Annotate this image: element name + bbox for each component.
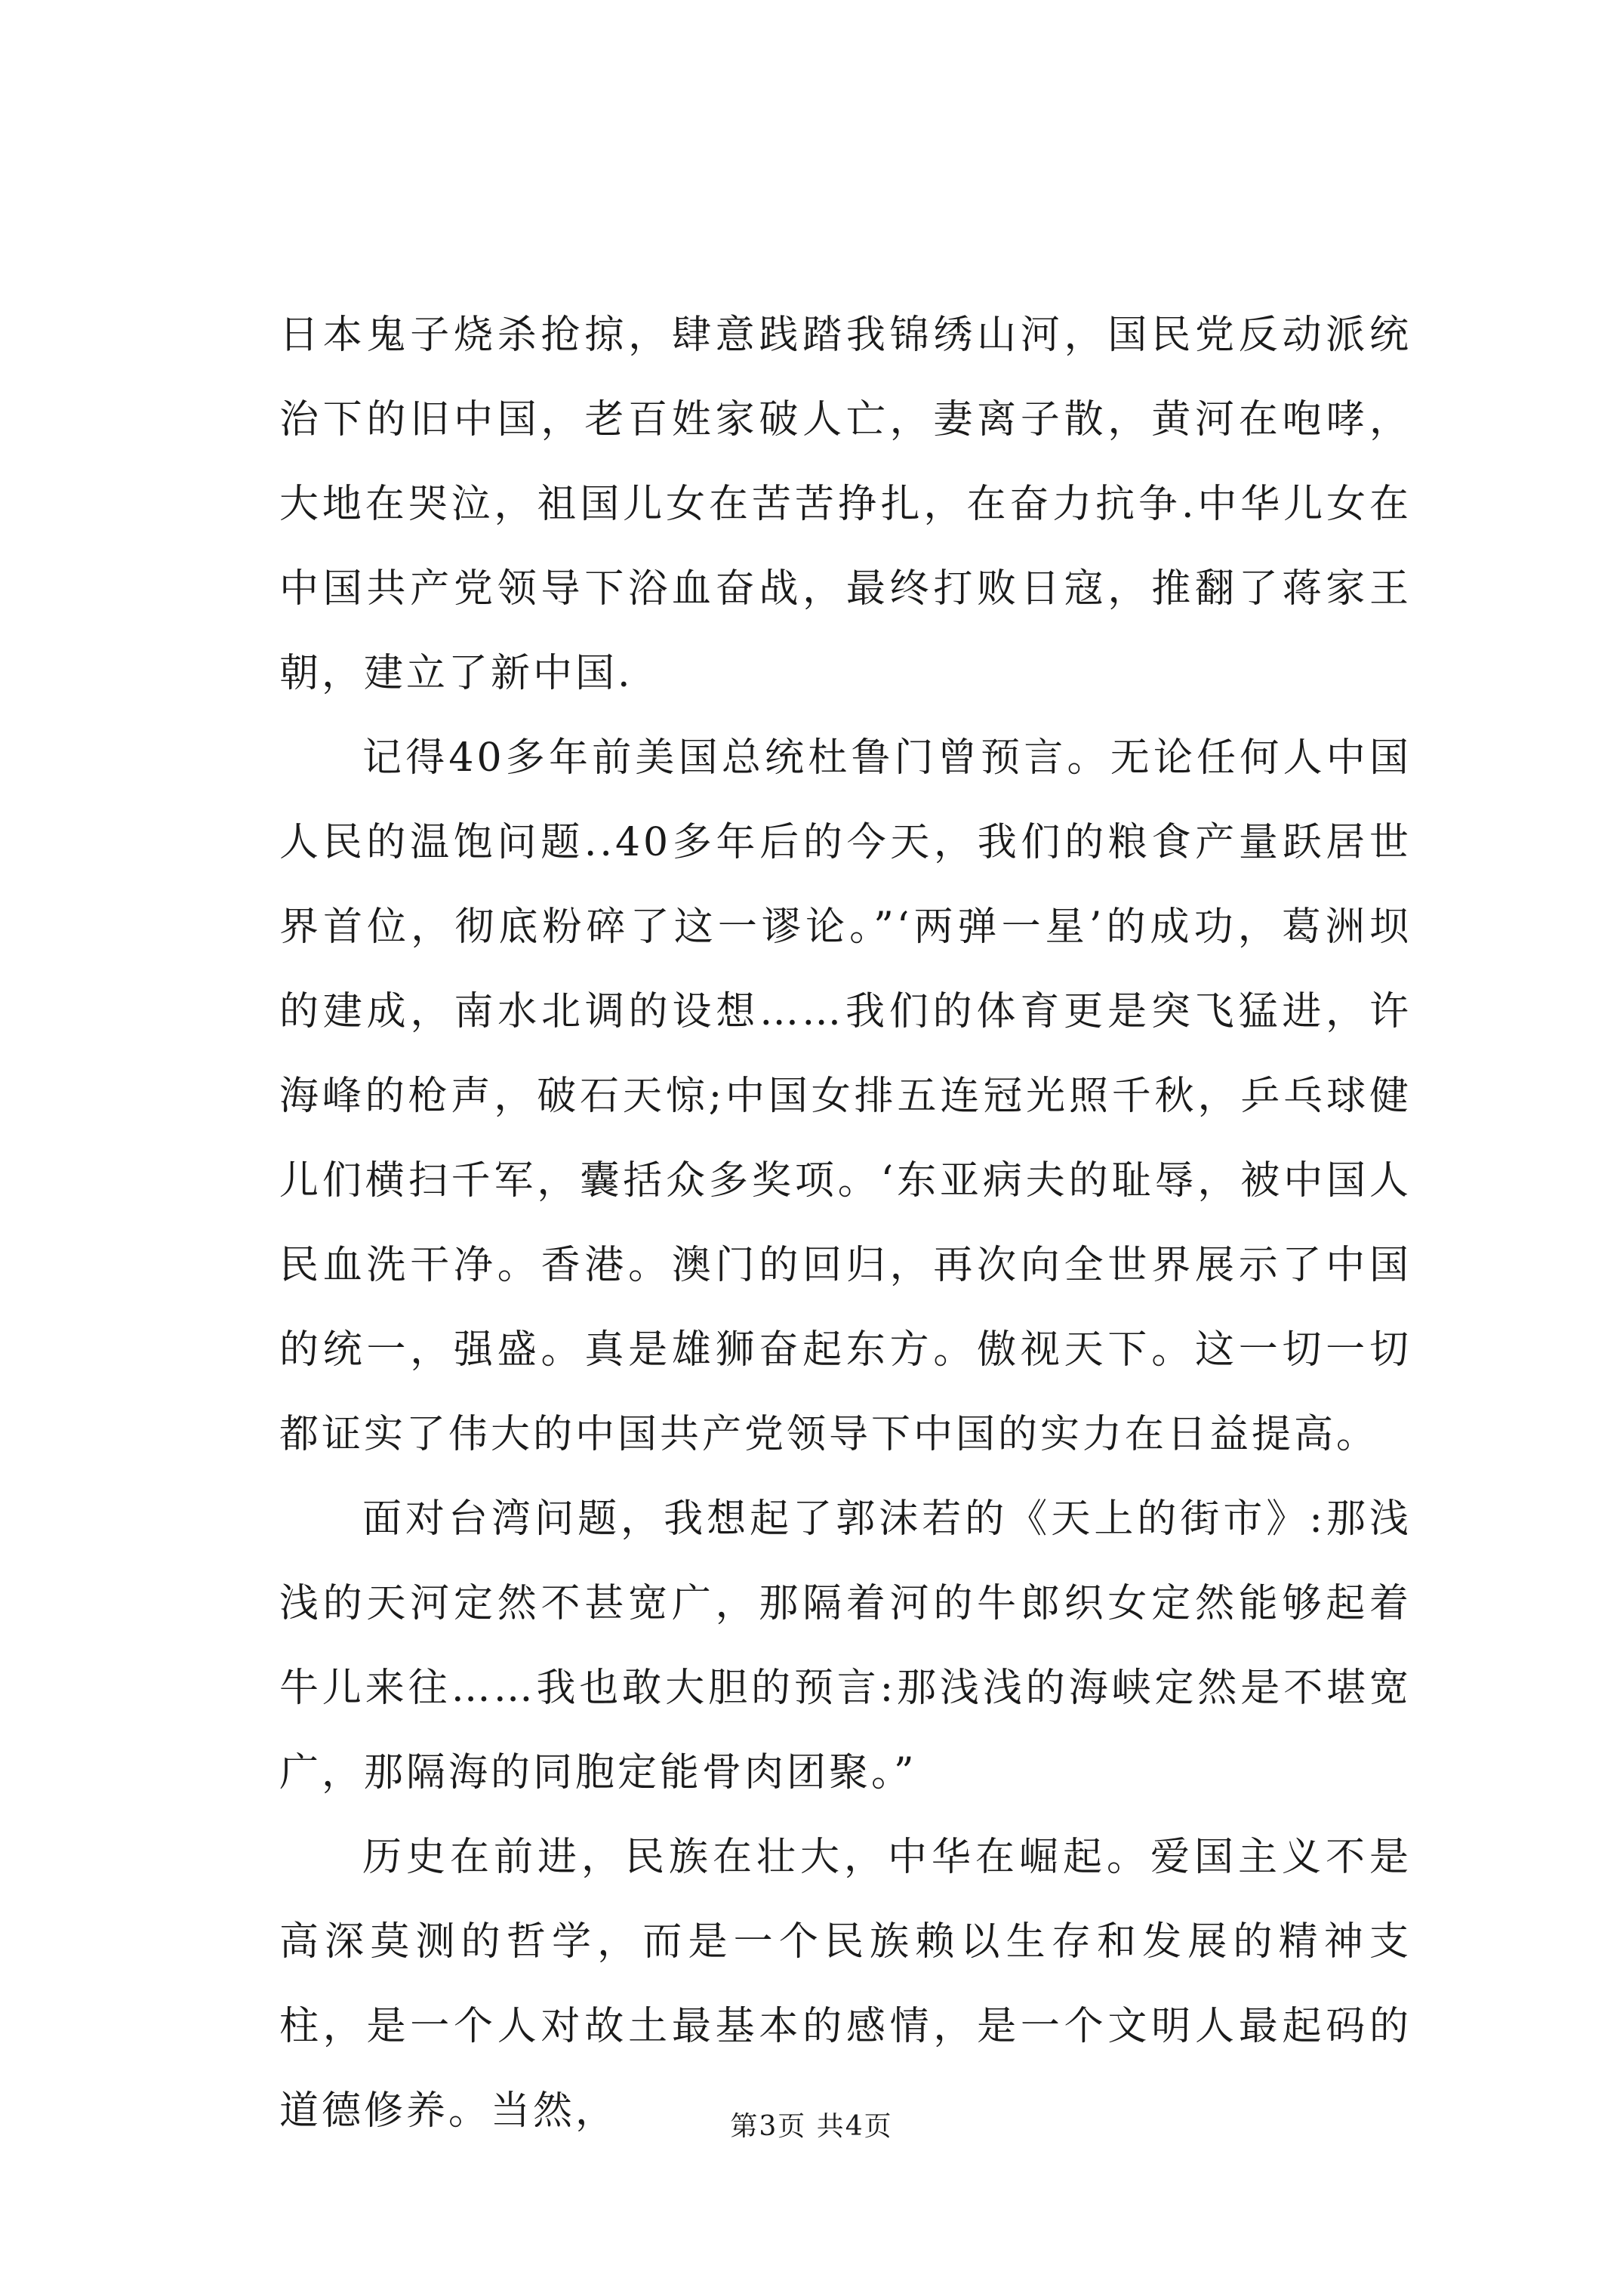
page-number-footer: 第3页 共4页 xyxy=(730,2111,893,2142)
document-body xyxy=(279,293,1412,2153)
paragraph-4: 历史在前进，民族在壮大，中华在崛起。爱国主义不是高深莫测的哲学，而是一个民族赖以生存和发展的精神支柱，是一个人对故土最基本的感情，是一个文明人最起码的道德修养。当然， xyxy=(279,1835,1412,2134)
paragraph-3: 面对台湾问题，我想起了郭沫若的《天上的街市》:那浅浅的天河定然不甚宽广，那隔着河的牛郎织女定然能够起着牛儿来往……我也敢大胆的预言:那浅浅的海峡定然是不堪宽广，那隔海的同胞定能骨肉团聚。” xyxy=(279,1496,1412,1795)
paragraph-2: 记得40多年前美国总统杜鲁门曾预言。无论任何人中国人民的温饱问题..40多年后的今天，我们的粮食产量跃居世界首位，彻底粉碎了这一谬论。”‘两弹一星’的成功，葛洲坝的建成，南水北调的设想……我们的体育更是突飞猛进，许海峰的枪声，破石天惊;中国女排五连冠光照千秋，乒乓球健儿们横扫千军，囊括众多奖项。‘东亚病夫的耻辱，被中国人民血洗干净。香港。澳门的回归，再次向全世界展示了中国的统一，强盛。真是雄狮奋起东方。傲视天下。这一切一切都证实了伟大的中国共产党领导下中国的实力在日益提高。 xyxy=(279,735,1412,1457)
paragraph-1: 日本鬼子烧杀抢掠，肆意践踏我锦绣山河，国民党反动派统治下的旧中国，老百姓家破人亡，妻离子散，黄河在咆哮，大地在哭泣，祖国儿女在苦苦挣扎，在奋力抗争.中华儿女在中国共产党领导下浴血奋战，最终打败日寇，推翻了蒋家王朝，建立了新中国. xyxy=(279,313,1412,696)
